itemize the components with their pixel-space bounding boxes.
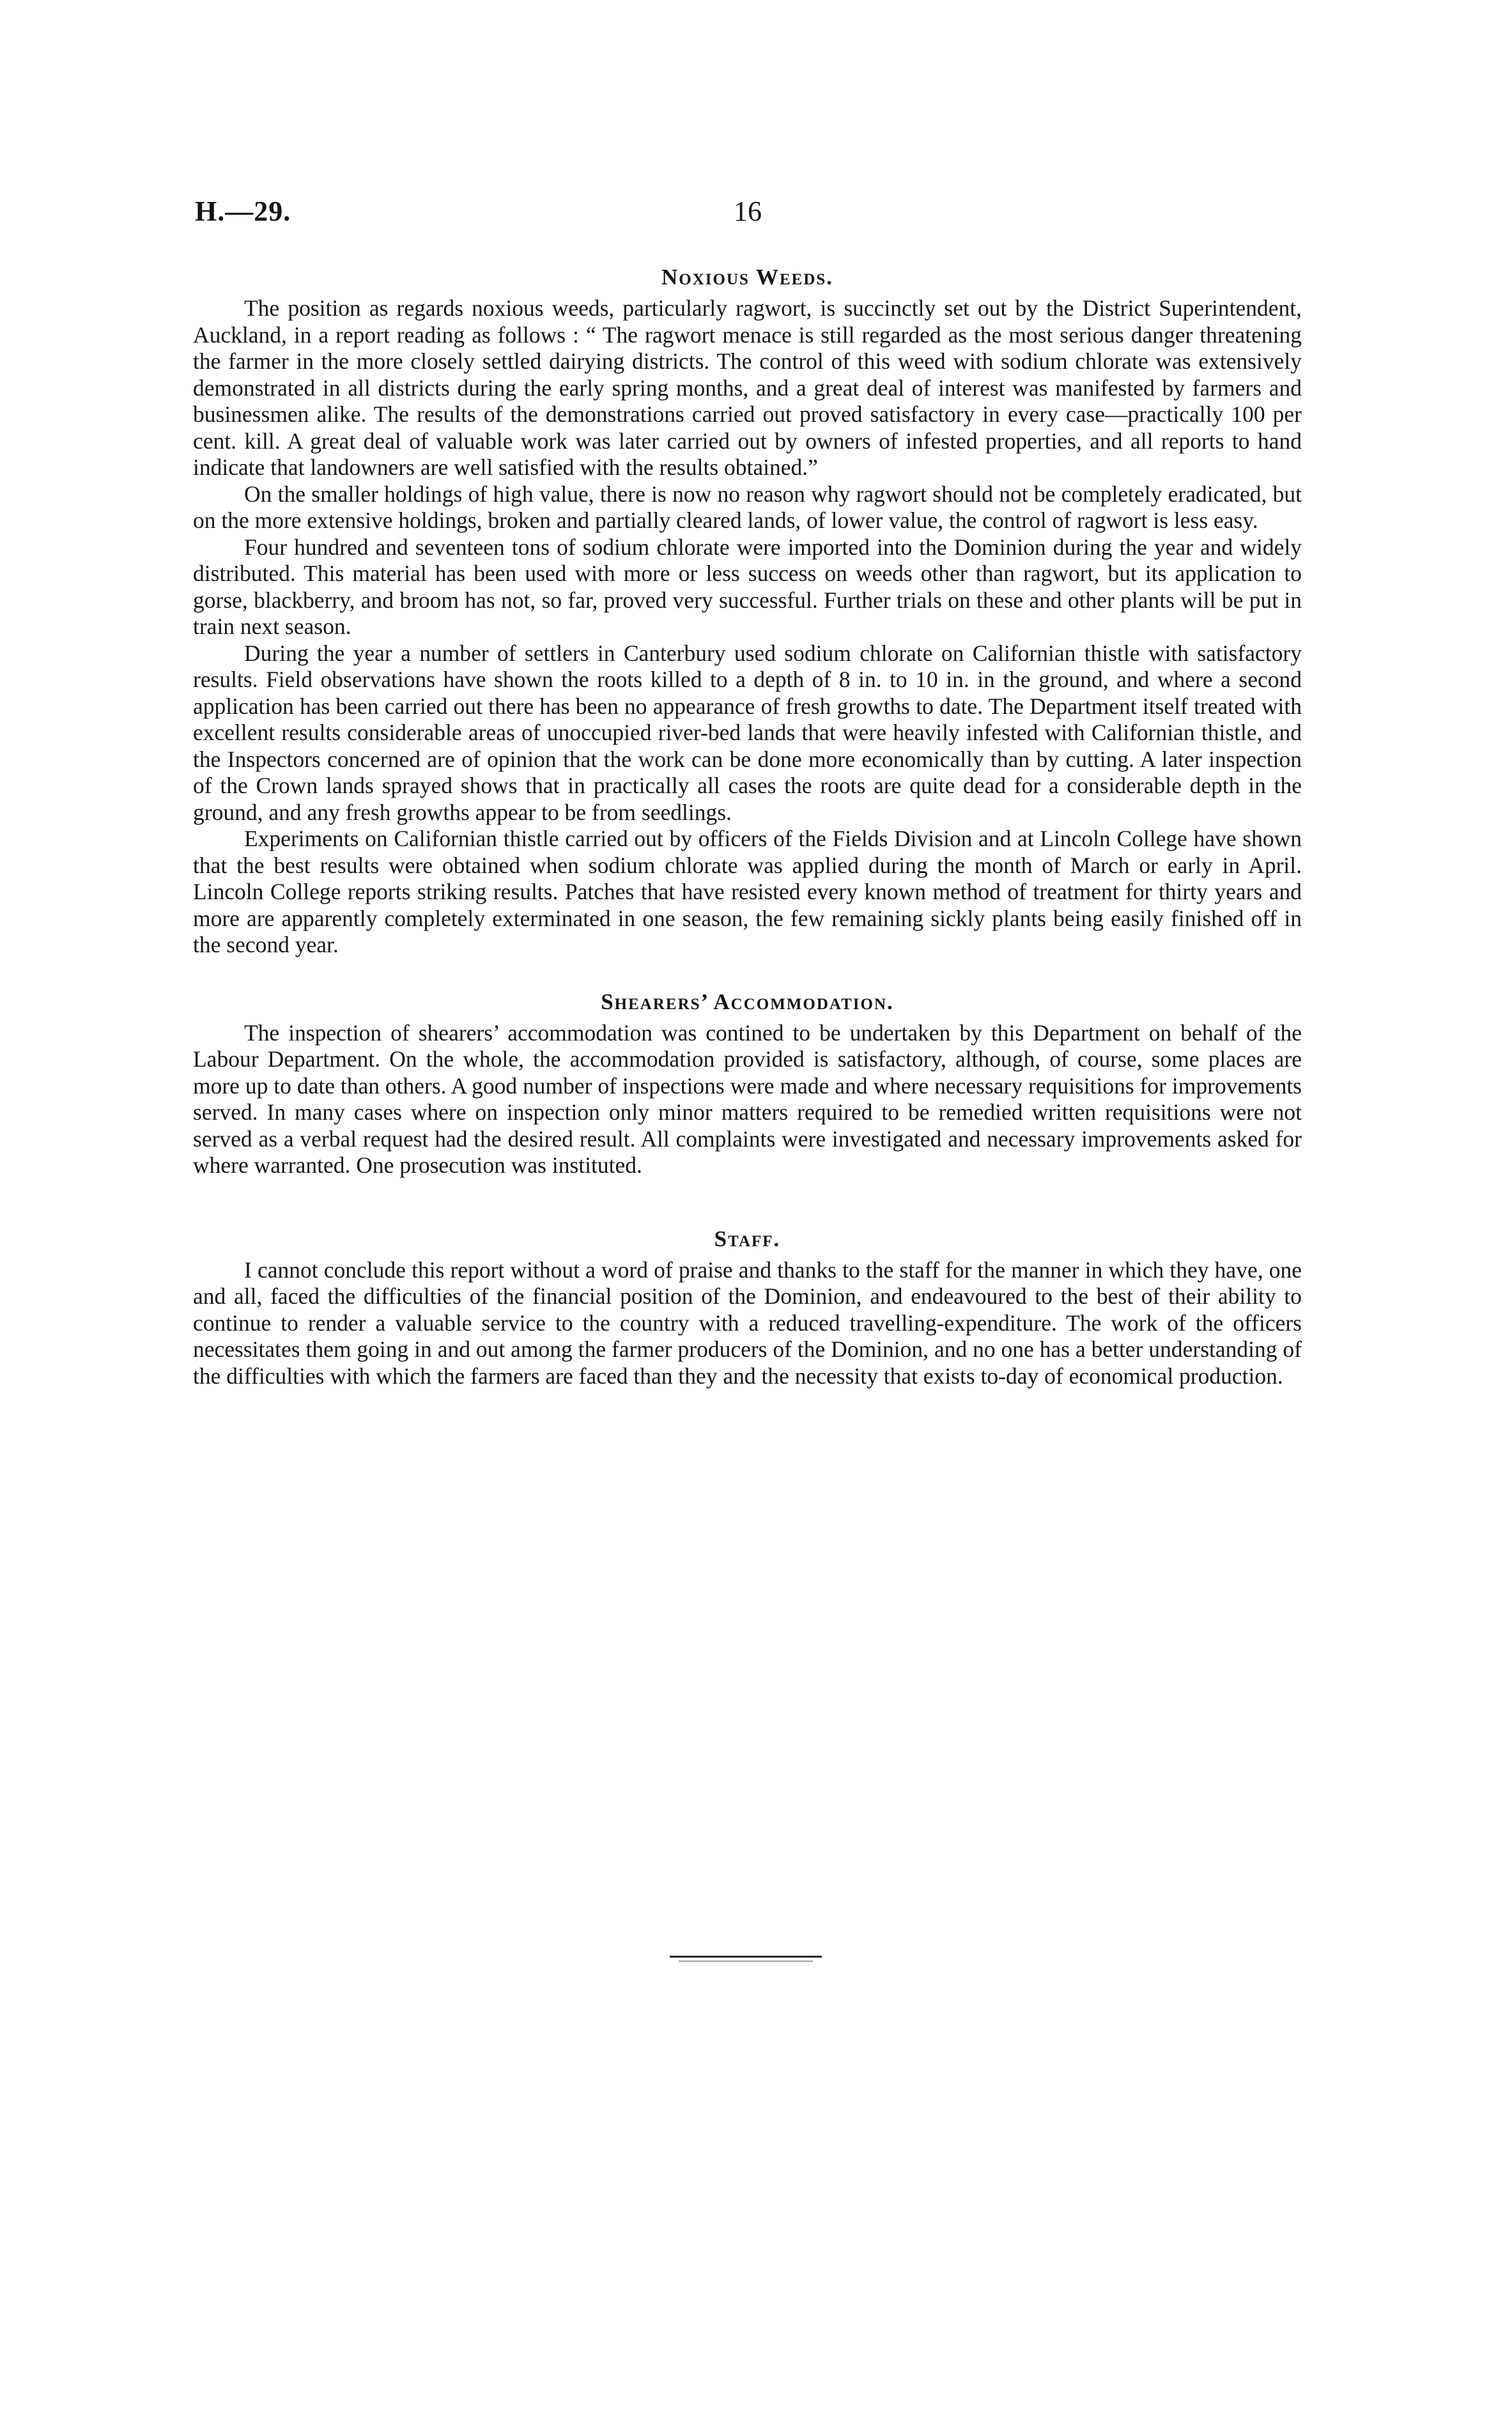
page-body: [193, 263, 1302, 1389]
paragraph: I cannot conclude this report without a word of praise and thanks to the staff for the manner in which they have, one and all, faced the difficulties of the financial position of the Dominion, and endeavoured to the best of their ability to continue to render a valuable service to the country with a reduced travelling-expenditure. The work of the officers necessitates them going in and out among the farmer producers of the Dominion, and no one has a better understanding of the difficulties with which the farmers are faced than they and the necessity that exists to-day of economical production.: [193, 1257, 1302, 1389]
section-heading: Noxious Weeds.: [661, 265, 834, 290]
paragraph: On the smaller holdings of high value, there is now no reason why ragwort should not be completely eradicated, but on the more extensive holdings, broken and partially cleared lands, of lower value, the control of ragwort is less easy.: [193, 481, 1302, 533]
page-number: 16: [734, 196, 762, 227]
page-header: [195, 195, 1300, 233]
paragraph: The inspection of shearers’ accommodation was contined to be undertaken by this Department on behalf of the Labour Department. On the whole, the accommodation provided is satisfactory, although, of course, some places are more up to date than others. A good number of inspections were made and where necessary requisitions for improvements served. In many cases where on inspection only minor matters required to be remedied written requisitions were not served as a verbal request had the desired result. All complaints were investigated and necessary improvements asked for where warranted. One prosecution was instituted.: [193, 1019, 1302, 1178]
section-heading: Staff.: [714, 1226, 781, 1251]
closing-rule: [670, 1956, 822, 1958]
paragraph: The position as regards noxious weeds, particularly ragwort, is succinctly set out by the District Superintendent, Auckland, in a report reading as follows : “ The ragwort menace is still regarded as the most serious danger threatening the farmer in the more closely settled dairying districts. The control of this weed with sodium chlorate was extensively demonstrated in all districts during the early spring months, and a great deal of interest was manifested by farmers and businessmen alike. The results of the demonstrations carried out proved satisfactory in every case—practically 100 per cent. kill. A great deal of valuable work was later carried out by owners of infested properties, and all reports to hand indicate that landowners are well satisfied with the results obtained.”: [193, 295, 1302, 480]
paragraph: Four hundred and seventeen tons of sodium chlorate were imported into the Dominion during the year and widely distributed. This material has been used with more or less success on weeds other than ragwort, but its application to gorse, blackberry, and broom has not, so far, proved very successful. Further trials on these and other plants will be put in train next season.: [193, 534, 1302, 639]
paragraph: Experiments on Californian thistle carried out by officers of the Fields Division and at Lincoln College have shown that the best results were obtained when sodium chlorate was applied during the month of March or early in April. Lincoln College reports striking results. Patches that have resisted every known method of treatment for thirty years and more are apparently completely exterminated in one season, the few remaining sickly plants being easily finished off in the second year.: [193, 826, 1302, 957]
paragraph: During the year a number of settlers in Canterbury used sodium chlorate on Californian thistle with satisfactory results. Field observations have shown the roots killed to a depth of 8 in. to 10 in. in the ground, and where a second application has been carried out there has been no appearance of fresh growths to date. The Department itself treated with excellent results considerable areas of unoccupied river-bed lands that were heavily infested with Californian thistle, and the Inspectors concerned are of opinion that the work can be done more economically than by cutting. A later inspection of the Crown lands sprayed shows that in practically all cases the roots are quite dead for a considerable depth in the ground, and any fresh growths appear to be from seedlings.: [193, 640, 1302, 825]
section-staff: [193, 1225, 1302, 1390]
document-reference: H.—29.: [195, 196, 291, 227]
section-noxious-weeds: [193, 263, 1302, 959]
section-shearers-accommodation: [193, 988, 1302, 1179]
section-heading: Shearers’ Accommodation.: [601, 989, 894, 1014]
